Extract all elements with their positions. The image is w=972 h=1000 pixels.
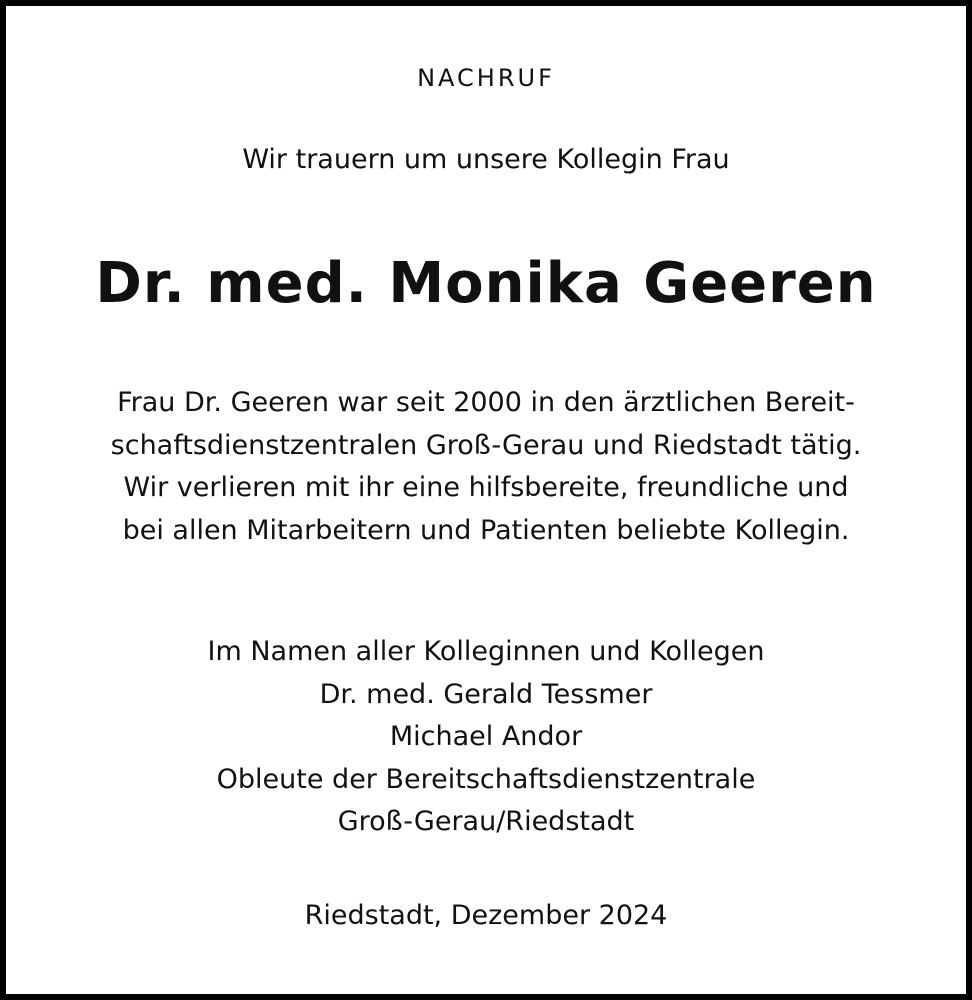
deceased-name: Dr. med. Monika Geeren: [95, 251, 877, 316]
signature-line: Obleute der Bereitschaftsdienstzentrale: [216, 763, 756, 795]
tribute-paragraph: [0, 382, 972, 552]
paragraph-line: bei allen Mitarbeitern und Patienten beliebte Kollegin.: [122, 514, 850, 546]
paragraph-line: schaftsdienstzentralen Groß-Gerau und Riedstadt tätig.: [110, 429, 862, 461]
signature-line: Michael Andor: [389, 721, 583, 752]
obituary-heading: NACHRUF: [417, 64, 555, 92]
place-date: Riedstadt, Dezember 2024: [304, 900, 668, 931]
paragraph-line: Wir verlieren mit ihr eine hilfsbereite, freundliche und: [123, 472, 849, 503]
paragraph-line: Frau Dr. Geeren war seit 2000 in den ärztlichen Bereit-: [117, 387, 855, 418]
signature-block: [0, 631, 972, 844]
signature-line: Groß-Gerau/Riedstadt: [337, 806, 635, 837]
intro-line: Wir trauern um unsere Kollegin Frau: [242, 144, 730, 175]
signature-line: Dr. med. Gerald Tessmer: [319, 678, 653, 710]
signature-line: Im Namen aller Kolleginnen und Kollegen: [207, 636, 765, 667]
